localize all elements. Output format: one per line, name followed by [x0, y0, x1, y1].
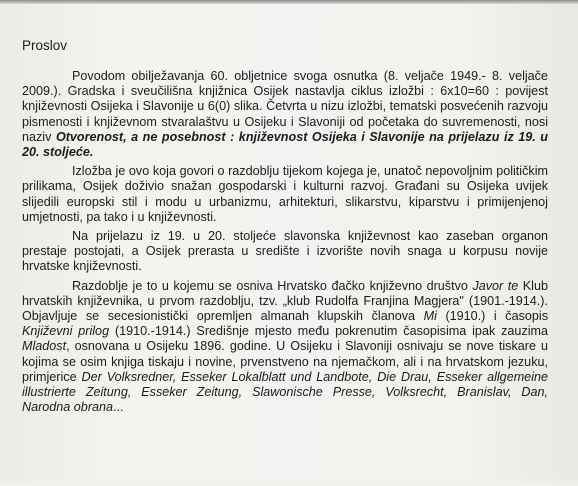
text-run: Izložba je ovo koja govori o razdoblju tijekom kojega je, unatoč nepovoljnim političkim prilikama, Osijek doživio snažan gospodarski i kulturni razvoj. Građani su Osijeka uvijek slijedili europski stil i modu u urbanizmu, arhitekturi, slikarstvu, kiparstvu i primijenjenoj umjetnosti, pa tako i u književnosti.	[22, 164, 548, 224]
paragraph	[22, 229, 548, 275]
paragraph	[22, 69, 548, 160]
text-run: , osnovana u Osijeku 1896. godine. U Osijeku i Slavoniji osnivaju se nove tiskare u kojima se osim knjiga tiskaju i novine, prvenstveno na njemačkom, ali i na hrvatskom jezuku, primjerice	[22, 339, 548, 384]
text-run: ...	[113, 400, 124, 415]
paragraph	[22, 164, 548, 225]
text-run: (1910.-1914.) Središnje mjesto među pokrenutim časopisima ipak zauzima	[109, 324, 548, 339]
italic-title: Javor te	[472, 278, 519, 293]
text-run: Na prijelazu iz 19. u 20. stoljeće slavonska književnost kao zaseban organon prestaje postojati, a Osijek prerasta u središte i izvorište novih snaga u korpusu novije hrvatske književnosti.	[22, 229, 548, 274]
italic-title: Književni prilog	[22, 324, 110, 339]
paragraph	[22, 279, 548, 416]
document-heading: Proslov	[22, 38, 68, 53]
text-run: Klub hrvatskih književnika, u prvom razdoblju, tzv. „klub Rudolfa Franjina Magjera" (1901.-1914.). Objavljuje se secesionistički opremljen almanah klupskih članova	[22, 278, 548, 324]
document-body	[22, 69, 548, 415]
italic-title: Mi	[423, 309, 437, 324]
italic-title: Mladost	[22, 339, 67, 354]
exhibition-title: Otvorenost, a ne posebnost : književnost Osijeka i Slavonije na prijelazu iz 19. u 20. stoljeće.	[22, 129, 548, 160]
text-run: Razdoblje je to u kojemu se osniva Hrvatsko đačko književno društvo	[72, 278, 473, 293]
text-run: (1910.) i časopis	[436, 309, 548, 324]
page-top-edge	[0, 0, 578, 4]
italic-title: Der Volksredner, Esseker Lokalblatt und Landbote, Die Drau, Esseker allgemeine illustrierte Zeitung, Esseker Zeitung, Slawonische Presse, Volksrecht, Branislav, Dan, Narodna obrana	[22, 369, 548, 415]
text-run: Povodom obilježavanja 60. obljetnice svoga osnutka (8. veljače 1949.- 8. veljače 2009.). Gradska i sveučilišna knjižnica Osijek nastavlja ciklus izložbi : 6x10=60 : povijest književnosti Osijeka i Slavonije u 6(0) slika. Četvrta u nizu izložbi, tematski posvećenih razvoju pismenosti i književnom stvaralaštvu u Osijeku i Slavoniji od početaka do suvremenosti, nosi naziv	[22, 69, 548, 144]
page-bottom-cutoff	[0, 478, 578, 486]
